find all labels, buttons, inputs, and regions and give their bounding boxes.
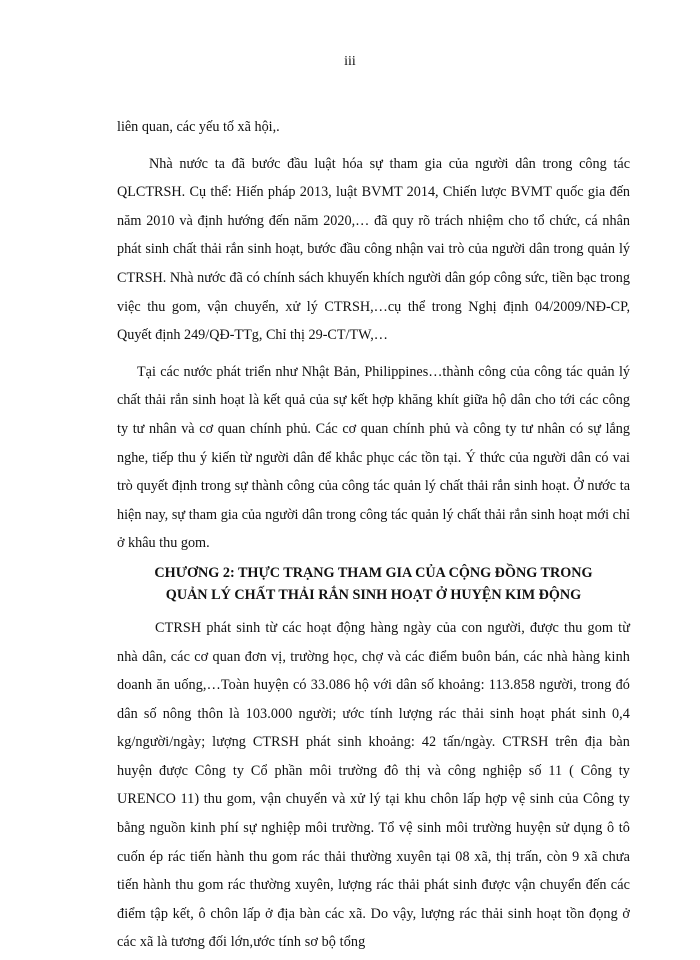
paragraph-continuation: liên quan, các yếu tố xã hội,. [117,119,280,135]
paragraph-legislation: Nhà nước ta đã bước đầu luật hóa sự tham gia của người dân trong công tác QLCTRSH. Cụ thể: Hiến pháp 2013, luật BVMT 2014, Chiến lược BVMT quốc gia đến năm 2010 và định hướng đến năm 2020,… đã quy rõ trách nhiệm cho tổ chức, cá nhân phát sinh chất thải rắn sinh hoạt, bước đầu công nhận vai trò của người dân trong quản lý CTRSH. Nhà nước đã có chính sách khuyến khích người dân góp công sức, tiền bạc trong việc thu gom, vận chuyển, xử lý CTRSH,…cụ thể trong Nghị định 04/2009/NĐ-CP, Quyết định 249/QĐ-TTg, Chỉ thị 29-CT/TW,… [117,155,630,344]
document-body [117,113,630,957]
chapter-title [117,562,630,606]
page-number: iii [344,54,356,69]
paragraph-ctrsh-status: CTRSH phát sinh từ các hoạt động hàng ngày của con người, được thu gom từ nhà dân, các cơ quan đơn vị, trường học, chợ và các điểm buôn bán, các nhà hàng kinh doanh ăn uống,…Toàn huyện có 33.086 hộ với dân số khoảng: 113.858 người, trong đó dân số nông thôn là 103.000 người; ước tính lượng rác thải sinh hoạt phát sinh 0,4 kg/người/ngày; lượng CTRSH phát sinh khoảng: 42 tấn/ngày. CTRSH trên địa bàn huyện được Công ty Cổ phần môi trường đô thị và công nghiệp số 11 ( Công ty URENCO 11) thu gom, vận chuyển và xử lý tại khu chôn lấp hợp vệ sinh của Công ty bằng nguồn kinh phí sự nghiệp môi trường. Tổ vệ sinh môi trường huyện sử dụng ô tô cuốn ép rác tiến hành thu gom rác thải thường xuyên tại 08 xã, thị trấn, còn 9 xã chưa tiến hành thu gom rác thường xuyên, lượng rác thải phát sinh được vận chuyển đến các điểm tập kết, ô chôn lấp ở địa bàn các xã. Do vậy, lượng rác thải sinh hoạt tồn đọng ở các xã là tương đối lớn,ước tính sơ bộ tổng [117,619,630,951]
chapter-title-line-1: CHƯƠNG 2: THỰC TRẠNG THAM GIA CỦA CỘNG ĐỒNG TRONG [154,564,593,581]
chapter-title-line-2: QUẢN LÝ CHẤT THẢI RẮN SINH HOẠT Ở HUYỆN KIM ĐỘNG [165,586,582,603]
paragraph-developed-countries: Tại các nước phát triển như Nhật Bản, Philippines…thành công của công tác quản lý chất thải rắn sinh hoạt là kết quả của sự kết hợp khăng khít giữa hộ dân cho tới các công ty tư nhân và cơ quan chính phủ. Các cơ quan chính phủ và công ty tư nhân có sự lắng nghe, tiếp thu ý kiến từ người dân để khắc phục các tồn tại. Ý thức của người dân có vai trò quyết định trong sự thành công của công tác quản lý chất thải rắn sinh hoạt. Ở nước ta hiện nay, sự tham gia của người dân trong công tác quản lý chất thải rắn sinh hoạt mới chỉ ở khâu thu gom. [117,363,630,552]
